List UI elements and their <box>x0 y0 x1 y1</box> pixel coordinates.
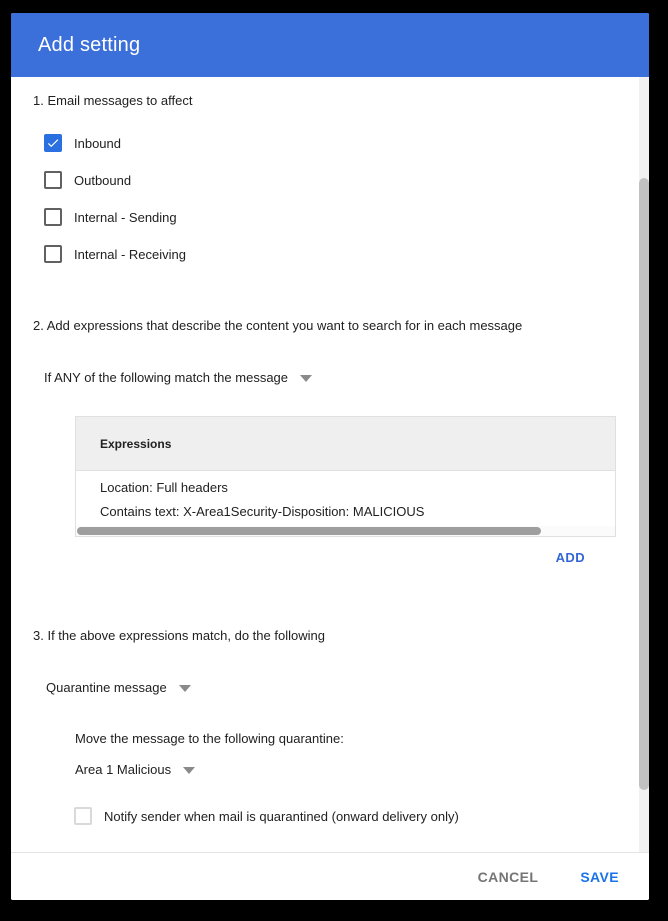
horizontal-scrollbar[interactable] <box>76 526 615 536</box>
add-expression-button[interactable]: ADD <box>555 550 585 565</box>
section1-heading: 1. Email messages to affect <box>33 93 193 108</box>
outbound-checkbox-label: Outbound <box>74 172 132 188</box>
add-setting-dialog <box>11 13 649 900</box>
notify-sender-checkbox-label: Notify sender when mail is quarantined (onward delivery only) <box>104 808 459 824</box>
save-button[interactable]: SAVE <box>578 863 621 891</box>
vertical-scrollbar[interactable] <box>639 77 649 852</box>
checkmark-icon <box>46 135 60 151</box>
dialog-body <box>11 77 649 852</box>
checkbox-row-inbound[interactable] <box>44 133 649 153</box>
match-type-dropdown[interactable] <box>44 370 312 385</box>
section3-heading: 3. If the above expressions match, do the following <box>33 628 325 643</box>
dropdown-arrow-icon <box>300 375 312 382</box>
consequence-dropdown[interactable] <box>46 680 191 695</box>
horizontal-scrollbar-thumb[interactable] <box>77 527 541 535</box>
match-type-dropdown-value: If ANY of the following match the message <box>44 370 289 385</box>
quarantine-dropdown-value: Area 1 Malicious <box>75 762 172 777</box>
expressions-table-header <box>76 417 615 471</box>
consequence-dropdown-value: Quarantine message <box>46 680 167 695</box>
checkbox-row-internal-receiving[interactable] <box>44 244 649 264</box>
expression-row-location[interactable]: Location: Full headers <box>100 480 228 495</box>
internal-sending-checkbox[interactable] <box>44 208 62 226</box>
notify-sender-checkbox[interactable] <box>74 807 92 825</box>
add-expression-row <box>11 550 649 565</box>
internal-receiving-checkbox[interactable] <box>44 245 62 263</box>
quarantine-dropdown[interactable] <box>75 762 195 777</box>
outbound-checkbox[interactable] <box>44 171 62 189</box>
expressions-column-header: Expressions <box>100 436 172 451</box>
cancel-button[interactable]: CANCEL <box>476 863 541 891</box>
internal-receiving-checkbox-label: Internal - Receiving <box>74 246 186 262</box>
expressions-table-body <box>76 471 615 526</box>
internal-sending-checkbox-label: Internal - Sending <box>74 209 177 225</box>
dialog-title: Add setting <box>38 33 141 56</box>
checkbox-row-notify-sender[interactable] <box>74 806 649 826</box>
checkbox-row-internal-sending[interactable] <box>44 207 649 227</box>
expression-row-contains-text[interactable]: Contains text: X-Area1Security-Disposition: MALICIOUS <box>100 504 425 519</box>
dialog-header <box>11 13 649 77</box>
dropdown-arrow-icon <box>179 685 191 692</box>
inbound-checkbox[interactable] <box>44 134 62 152</box>
dialog-footer <box>11 852 649 900</box>
checkbox-row-outbound[interactable] <box>44 170 649 190</box>
section2-heading: 2. Add expressions that describe the content you want to search for in each message <box>33 318 523 333</box>
inbound-checkbox-label: Inbound <box>74 135 121 151</box>
quarantine-instruction-label: Move the message to the following quarantine: <box>75 731 344 746</box>
expressions-table <box>75 416 616 537</box>
vertical-scrollbar-thumb[interactable] <box>639 178 649 790</box>
dropdown-arrow-icon <box>183 767 195 774</box>
